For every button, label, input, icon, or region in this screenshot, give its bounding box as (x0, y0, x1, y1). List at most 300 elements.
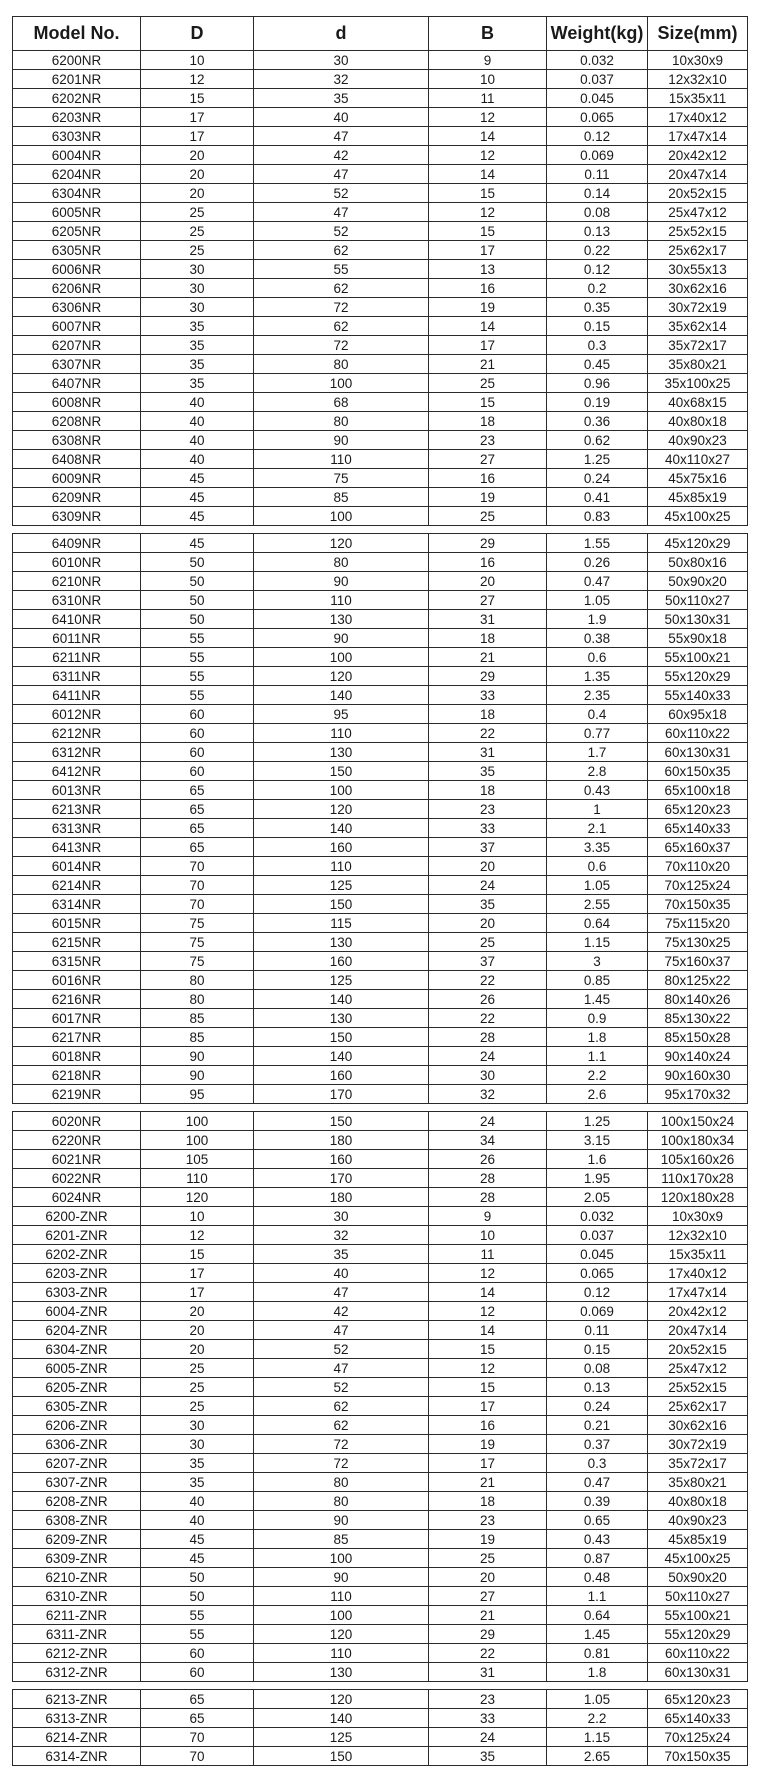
cell-outer-d: 100 (141, 1131, 254, 1150)
cell-outer-d: 55 (141, 629, 254, 648)
table-row (13, 1644, 748, 1663)
cell-width-b: 22 (429, 724, 547, 743)
cell-inner-d: 160 (254, 1066, 429, 1085)
table-block (13, 1112, 748, 1682)
cell-inner-d: 90 (254, 572, 429, 591)
cell-model-no: 6314-ZNR (13, 1747, 141, 1766)
cell-weight: 1.7 (547, 743, 648, 762)
cell-model-no: 6024NR (13, 1188, 141, 1207)
cell-inner-d: 80 (254, 553, 429, 572)
cell-size: 40x90x23 (648, 431, 748, 450)
cell-weight: 1.35 (547, 667, 648, 686)
cell-model-no: 6015NR (13, 914, 141, 933)
table-row (13, 1150, 748, 1169)
cell-weight: 0.12 (547, 260, 648, 279)
cell-width-b: 14 (429, 317, 547, 336)
table-row (13, 51, 748, 70)
cell-size: 35x62x14 (648, 317, 748, 336)
table-row (13, 1283, 748, 1302)
cell-inner-d: 130 (254, 1663, 429, 1682)
gap-cell (429, 526, 547, 534)
cell-outer-d: 70 (141, 1728, 254, 1747)
table-row (13, 507, 748, 526)
cell-size: 10x30x9 (648, 1207, 748, 1226)
cell-inner-d: 47 (254, 1321, 429, 1340)
cell-size: 45x75x16 (648, 469, 748, 488)
table-row (13, 1131, 748, 1150)
cell-outer-d: 25 (141, 222, 254, 241)
cell-width-b: 21 (429, 1606, 547, 1625)
cell-width-b: 10 (429, 70, 547, 89)
cell-inner-d: 100 (254, 507, 429, 526)
cell-outer-d: 15 (141, 89, 254, 108)
cell-width-b: 12 (429, 1359, 547, 1378)
table-row (13, 260, 748, 279)
cell-outer-d: 25 (141, 1378, 254, 1397)
cell-weight: 2.55 (547, 895, 648, 914)
cell-model-no: 6205-ZNR (13, 1378, 141, 1397)
cell-width-b: 31 (429, 1663, 547, 1682)
cell-outer-d: 65 (141, 1709, 254, 1728)
cell-model-no: 6017NR (13, 1009, 141, 1028)
cell-model-no: 6213-ZNR (13, 1690, 141, 1709)
gap-cell (254, 1682, 429, 1690)
cell-model-no: 6201-ZNR (13, 1226, 141, 1245)
cell-outer-d: 65 (141, 781, 254, 800)
cell-model-no: 6409NR (13, 534, 141, 553)
table-row (13, 1709, 748, 1728)
cell-outer-d: 45 (141, 534, 254, 553)
table-row (13, 469, 748, 488)
cell-width-b: 10 (429, 1226, 547, 1245)
table-row (13, 1321, 748, 1340)
gap-cell (648, 1104, 748, 1112)
cell-size: 65x140x33 (648, 819, 748, 838)
gap-cell (141, 526, 254, 534)
cell-weight: 0.6 (547, 648, 648, 667)
cell-width-b: 17 (429, 336, 547, 355)
cell-outer-d: 30 (141, 260, 254, 279)
cell-width-b: 24 (429, 1728, 547, 1747)
cell-model-no: 6214-ZNR (13, 1728, 141, 1747)
cell-outer-d: 40 (141, 450, 254, 469)
cell-inner-d: 47 (254, 165, 429, 184)
cell-size: 40x80x18 (648, 412, 748, 431)
cell-width-b: 16 (429, 1416, 547, 1435)
table-row (13, 241, 748, 260)
cell-weight: 0.45 (547, 355, 648, 374)
cell-size: 55x90x18 (648, 629, 748, 648)
cell-outer-d: 65 (141, 1690, 254, 1709)
table-row (13, 1245, 748, 1264)
cell-inner-d: 72 (254, 1454, 429, 1473)
cell-weight: 0.11 (547, 1321, 648, 1340)
cell-inner-d: 110 (254, 1644, 429, 1663)
gap-row (13, 1104, 748, 1112)
cell-weight: 2.8 (547, 762, 648, 781)
cell-outer-d: 80 (141, 990, 254, 1009)
cell-outer-d: 65 (141, 800, 254, 819)
cell-model-no: 6312NR (13, 743, 141, 762)
cell-width-b: 22 (429, 971, 547, 990)
cell-size: 85x130x22 (648, 1009, 748, 1028)
cell-size: 17x47x14 (648, 127, 748, 146)
table-row (13, 990, 748, 1009)
cell-weight: 0.22 (547, 241, 648, 260)
cell-size: 70x110x20 (648, 857, 748, 876)
cell-width-b: 25 (429, 507, 547, 526)
cell-size: 110x170x28 (648, 1169, 748, 1188)
cell-model-no: 6014NR (13, 857, 141, 876)
table-block (13, 1690, 748, 1766)
cell-size: 45x85x19 (648, 1530, 748, 1549)
cell-outer-d: 75 (141, 952, 254, 971)
cell-size: 85x150x28 (648, 1028, 748, 1047)
cell-model-no: 6303-ZNR (13, 1283, 141, 1302)
cell-weight: 1 (547, 800, 648, 819)
cell-inner-d: 100 (254, 648, 429, 667)
cell-inner-d: 35 (254, 1245, 429, 1264)
cell-outer-d: 55 (141, 648, 254, 667)
cell-model-no: 6205NR (13, 222, 141, 241)
table-row (13, 895, 748, 914)
cell-model-no: 6216NR (13, 990, 141, 1009)
cell-size: 15x35x11 (648, 89, 748, 108)
cell-width-b: 19 (429, 1435, 547, 1454)
cell-weight: 0.4 (547, 705, 648, 724)
table-row (13, 1606, 748, 1625)
table-row (13, 1549, 748, 1568)
cell-inner-d: 125 (254, 1728, 429, 1747)
table-row (13, 1454, 748, 1473)
table-row (13, 610, 748, 629)
cell-inner-d: 140 (254, 819, 429, 838)
cell-inner-d: 62 (254, 279, 429, 298)
cell-weight: 0.35 (547, 298, 648, 317)
cell-width-b: 11 (429, 1245, 547, 1264)
cell-outer-d: 45 (141, 1549, 254, 1568)
cell-outer-d: 40 (141, 412, 254, 431)
cell-model-no: 6307-ZNR (13, 1473, 141, 1492)
cell-width-b: 12 (429, 108, 547, 127)
gap-cell (254, 1104, 429, 1112)
cell-model-no: 6313NR (13, 819, 141, 838)
cell-model-no: 6013NR (13, 781, 141, 800)
table-row (13, 724, 748, 743)
cell-model-no: 6219NR (13, 1085, 141, 1104)
cell-width-b: 18 (429, 705, 547, 724)
gap-cell (13, 1104, 141, 1112)
cell-size: 17x47x14 (648, 1283, 748, 1302)
cell-model-no: 6203-ZNR (13, 1264, 141, 1283)
cell-width-b: 14 (429, 1283, 547, 1302)
table-row (13, 762, 748, 781)
cell-outer-d: 20 (141, 184, 254, 203)
cell-inner-d: 150 (254, 1112, 429, 1131)
cell-size: 40x80x18 (648, 1492, 748, 1511)
cell-inner-d: 150 (254, 762, 429, 781)
cell-inner-d: 130 (254, 933, 429, 952)
cell-model-no: 6305NR (13, 241, 141, 260)
cell-model-no: 6208-ZNR (13, 1492, 141, 1511)
cell-model-no: 6016NR (13, 971, 141, 990)
cell-model-no: 6304-ZNR (13, 1340, 141, 1359)
cell-outer-d: 30 (141, 279, 254, 298)
cell-size: 60x130x31 (648, 1663, 748, 1682)
cell-inner-d: 47 (254, 1283, 429, 1302)
cell-inner-d: 85 (254, 488, 429, 507)
cell-width-b: 28 (429, 1169, 547, 1188)
cell-weight: 0.85 (547, 971, 648, 990)
table-gap (13, 1104, 748, 1112)
cell-outer-d: 55 (141, 686, 254, 705)
cell-model-no: 6004-ZNR (13, 1302, 141, 1321)
cell-outer-d: 45 (141, 469, 254, 488)
cell-outer-d: 85 (141, 1009, 254, 1028)
cell-size: 20x52x15 (648, 1340, 748, 1359)
cell-width-b: 18 (429, 412, 547, 431)
cell-weight: 1.05 (547, 876, 648, 895)
cell-inner-d: 120 (254, 1625, 429, 1644)
cell-model-no: 6203NR (13, 108, 141, 127)
cell-inner-d: 150 (254, 895, 429, 914)
cell-size: 60x110x22 (648, 724, 748, 743)
cell-size: 70x125x24 (648, 876, 748, 895)
cell-width-b: 37 (429, 838, 547, 857)
cell-model-no: 6214NR (13, 876, 141, 895)
bearing-spec-table (12, 16, 748, 1766)
cell-weight: 2.2 (547, 1066, 648, 1085)
cell-weight: 1.45 (547, 990, 648, 1009)
cell-model-no: 6202NR (13, 89, 141, 108)
cell-outer-d: 25 (141, 1359, 254, 1378)
cell-inner-d: 100 (254, 1549, 429, 1568)
cell-inner-d: 52 (254, 1378, 429, 1397)
cell-weight: 0.83 (547, 507, 648, 526)
cell-outer-d: 110 (141, 1169, 254, 1188)
cell-width-b: 33 (429, 819, 547, 838)
cell-weight: 0.39 (547, 1492, 648, 1511)
cell-model-no: 6209-ZNR (13, 1530, 141, 1549)
cell-size: 30x72x19 (648, 1435, 748, 1454)
cell-model-no: 6206NR (13, 279, 141, 298)
cell-inner-d: 140 (254, 990, 429, 1009)
cell-outer-d: 100 (141, 1112, 254, 1131)
cell-weight: 0.65 (547, 1511, 648, 1530)
table-row (13, 1416, 748, 1435)
cell-size: 55x120x29 (648, 667, 748, 686)
cell-width-b: 11 (429, 89, 547, 108)
cell-inner-d: 125 (254, 971, 429, 990)
cell-outer-d: 70 (141, 1747, 254, 1766)
table-row (13, 355, 748, 374)
cell-width-b: 15 (429, 1340, 547, 1359)
cell-width-b: 21 (429, 355, 547, 374)
cell-outer-d: 75 (141, 914, 254, 933)
table-row (13, 648, 748, 667)
cell-inner-d: 32 (254, 1226, 429, 1245)
cell-width-b: 30 (429, 1066, 547, 1085)
cell-inner-d: 68 (254, 393, 429, 412)
cell-model-no: 6005-ZNR (13, 1359, 141, 1378)
cell-weight: 0.47 (547, 1473, 648, 1492)
cell-size: 65x140x33 (648, 1709, 748, 1728)
cell-outer-d: 35 (141, 317, 254, 336)
table-row (13, 298, 748, 317)
cell-model-no: 6004NR (13, 146, 141, 165)
cell-inner-d: 160 (254, 838, 429, 857)
cell-weight: 0.08 (547, 203, 648, 222)
cell-outer-d: 35 (141, 336, 254, 355)
cell-inner-d: 80 (254, 412, 429, 431)
table-row (13, 591, 748, 610)
table-row (13, 1625, 748, 1644)
cell-outer-d: 105 (141, 1150, 254, 1169)
cell-width-b: 9 (429, 51, 547, 70)
table-row (13, 222, 748, 241)
cell-weight: 1.05 (547, 591, 648, 610)
cell-width-b: 27 (429, 1587, 547, 1606)
cell-size: 25x62x17 (648, 241, 748, 260)
cell-size: 35x72x17 (648, 1454, 748, 1473)
cell-weight: 0.43 (547, 781, 648, 800)
cell-weight: 0.037 (547, 70, 648, 89)
cell-inner-d: 47 (254, 203, 429, 222)
cell-outer-d: 30 (141, 1435, 254, 1454)
gap-cell (13, 526, 141, 534)
table-row (13, 819, 748, 838)
gap-cell (429, 1104, 547, 1112)
cell-size: 20x47x14 (648, 165, 748, 184)
table-row (13, 1009, 748, 1028)
cell-model-no: 6200-ZNR (13, 1207, 141, 1226)
cell-width-b: 15 (429, 1378, 547, 1397)
table-row (13, 743, 748, 762)
cell-size: 50x110x27 (648, 1587, 748, 1606)
cell-model-no: 6412NR (13, 762, 141, 781)
cell-outer-d: 65 (141, 819, 254, 838)
cell-inner-d: 140 (254, 1047, 429, 1066)
cell-size: 60x95x18 (648, 705, 748, 724)
table-row (13, 1340, 748, 1359)
table-row (13, 1302, 748, 1321)
cell-size: 65x120x23 (648, 800, 748, 819)
cell-model-no: 6212-ZNR (13, 1644, 141, 1663)
cell-width-b: 15 (429, 222, 547, 241)
cell-outer-d: 12 (141, 70, 254, 89)
cell-inner-d: 72 (254, 336, 429, 355)
table-row (13, 1207, 748, 1226)
cell-model-no: 6413NR (13, 838, 141, 857)
table-row (13, 838, 748, 857)
cell-model-no: 6022NR (13, 1169, 141, 1188)
gap-row (13, 1682, 748, 1690)
cell-weight: 2.2 (547, 1709, 648, 1728)
cell-model-no: 6200NR (13, 51, 141, 70)
cell-inner-d: 160 (254, 1150, 429, 1169)
gap-cell (429, 1682, 547, 1690)
cell-weight: 3 (547, 952, 648, 971)
cell-width-b: 14 (429, 127, 547, 146)
table-gap (13, 1682, 748, 1690)
cell-outer-d: 17 (141, 1264, 254, 1283)
cell-width-b: 27 (429, 591, 547, 610)
cell-outer-d: 17 (141, 127, 254, 146)
cell-size: 45x85x19 (648, 488, 748, 507)
cell-weight: 0.64 (547, 1606, 648, 1625)
cell-model-no: 6018NR (13, 1047, 141, 1066)
cell-model-no: 6005NR (13, 203, 141, 222)
cell-width-b: 34 (429, 1131, 547, 1150)
cell-weight: 0.045 (547, 1245, 648, 1264)
cell-size: 120x180x28 (648, 1188, 748, 1207)
cell-width-b: 19 (429, 298, 547, 317)
cell-size: 55x100x21 (648, 1606, 748, 1625)
cell-inner-d: 90 (254, 431, 429, 450)
cell-size: 40x110x27 (648, 450, 748, 469)
table-row (13, 1435, 748, 1454)
cell-inner-d: 180 (254, 1131, 429, 1150)
cell-size: 20x47x14 (648, 1321, 748, 1340)
cell-width-b: 18 (429, 1492, 547, 1511)
cell-outer-d: 10 (141, 51, 254, 70)
cell-width-b: 33 (429, 1709, 547, 1728)
cell-outer-d: 70 (141, 895, 254, 914)
cell-model-no: 6213NR (13, 800, 141, 819)
table-row (13, 412, 748, 431)
cell-model-no: 6407NR (13, 374, 141, 393)
cell-outer-d: 50 (141, 1587, 254, 1606)
cell-weight: 0.6 (547, 857, 648, 876)
cell-model-no: 6218NR (13, 1066, 141, 1085)
cell-outer-d: 90 (141, 1066, 254, 1085)
gap-cell (547, 1682, 648, 1690)
cell-inner-d: 170 (254, 1169, 429, 1188)
cell-inner-d: 40 (254, 1264, 429, 1283)
cell-size: 65x100x18 (648, 781, 748, 800)
cell-width-b: 12 (429, 1302, 547, 1321)
cell-width-b: 17 (429, 1454, 547, 1473)
cell-outer-d: 60 (141, 1663, 254, 1682)
table-row (13, 1728, 748, 1747)
cell-width-b: 23 (429, 431, 547, 450)
cell-size: 80x125x22 (648, 971, 748, 990)
cell-width-b: 14 (429, 165, 547, 184)
cell-size: 60x150x35 (648, 762, 748, 781)
cell-size: 17x40x12 (648, 1264, 748, 1283)
cell-model-no: 6209NR (13, 488, 141, 507)
cell-weight: 0.64 (547, 914, 648, 933)
cell-weight: 3.15 (547, 1131, 648, 1150)
cell-width-b: 31 (429, 610, 547, 629)
cell-inner-d: 115 (254, 914, 429, 933)
cell-size: 75x115x20 (648, 914, 748, 933)
cell-width-b: 20 (429, 1568, 547, 1587)
cell-width-b: 22 (429, 1009, 547, 1028)
cell-model-no: 6308-ZNR (13, 1511, 141, 1530)
cell-size: 25x52x15 (648, 222, 748, 241)
cell-weight: 1.6 (547, 1150, 648, 1169)
table-row (13, 1047, 748, 1066)
cell-width-b: 31 (429, 743, 547, 762)
cell-weight: 0.43 (547, 1530, 648, 1549)
cell-outer-d: 20 (141, 165, 254, 184)
cell-outer-d: 65 (141, 838, 254, 857)
cell-inner-d: 125 (254, 876, 429, 895)
cell-size: 30x62x16 (648, 279, 748, 298)
cell-size: 55x100x21 (648, 648, 748, 667)
cell-weight: 0.26 (547, 553, 648, 572)
